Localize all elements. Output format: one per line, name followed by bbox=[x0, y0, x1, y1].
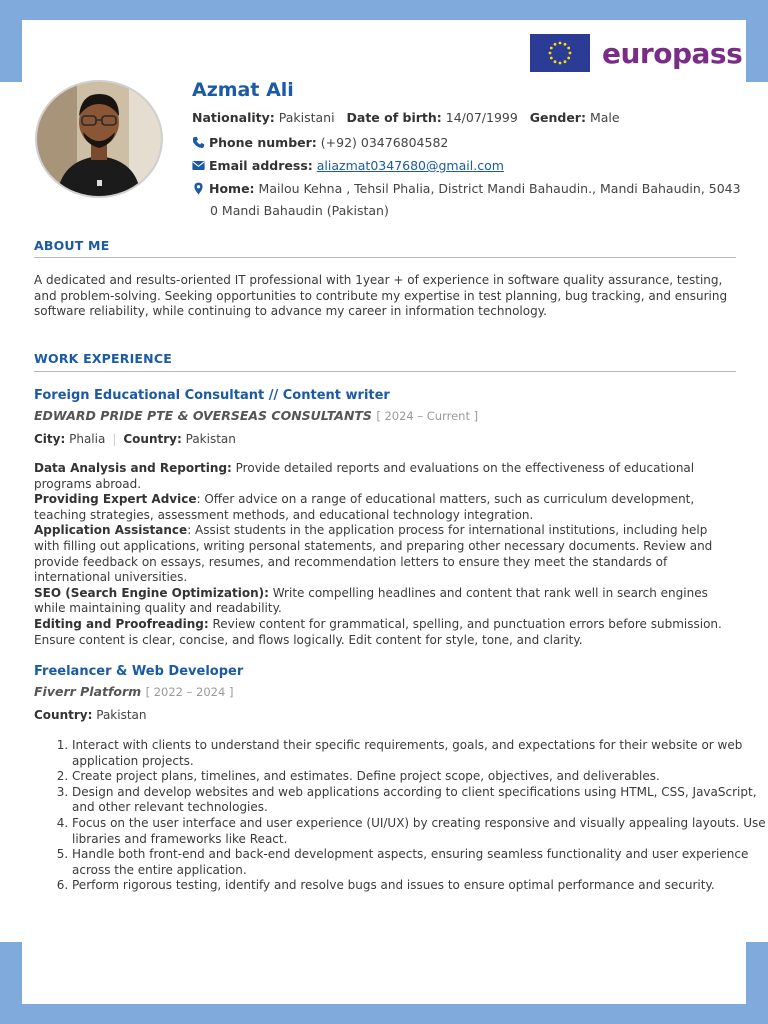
about-text: A dedicated and results-oriented IT professional with 1year + of experience in software quality assurance, testing, and problem-solving. Seeking opportunities to contribute my expertise in test planning, bug tracking, and ensuring software reliability, while continuing to advance my career in information technology. bbox=[34, 273, 728, 319]
duty-text: : Offer advice on a range of educational matters, such as curriculum development, teaching strategies, assessment methods, and educational technology integration. bbox=[34, 492, 695, 522]
left-frame-bar-top bbox=[0, 0, 22, 82]
phone-line bbox=[192, 135, 448, 150]
list-item: 6. Perform rigorous testing, identify and resolve bugs and issues to ensure optimal performance and security. bbox=[72, 878, 768, 894]
home-label: Home: bbox=[209, 181, 255, 196]
list-item: 3. Design and develop websites and web applications according to client specifications using HTML, CSS, JavaScript, and other relevant technologies. bbox=[72, 785, 768, 816]
employer-2 bbox=[34, 684, 233, 699]
list-item: 4. Focus on the user interface and user experience (UI/UX) by creating responsive and visually appealing layouts. Use libraries and frameworks like React. bbox=[72, 816, 768, 847]
duty-label: Editing and Proofreading: bbox=[34, 616, 209, 631]
duty-text: Review content for grammatical, spelling, and punctuation errors before submission. Ensure content is clear, concise, and flows logically. Edit content for style, tone, and clarity. bbox=[34, 616, 722, 647]
nationality-value: Pakistani bbox=[278, 110, 335, 125]
country-value-2: Pakistan bbox=[96, 708, 147, 722]
list-item: 1. Interact with clients to understand their specific requirements, goals, and expectations for their website or web application projects. bbox=[72, 738, 768, 769]
city-label: City: bbox=[34, 432, 66, 446]
job-title-2: Freelancer & Web Developer bbox=[34, 664, 244, 679]
phone-icon bbox=[192, 136, 205, 149]
home-line bbox=[192, 181, 741, 196]
work-divider bbox=[34, 371, 736, 372]
person-name: Azmat Ali bbox=[192, 79, 294, 101]
phone-value: (+92) 03476804582 bbox=[320, 135, 449, 150]
employer-name-2: Fiverr Platform bbox=[34, 684, 142, 699]
duty-label: SEO (Search Engine Optimization): bbox=[34, 585, 269, 600]
job-location-2 bbox=[34, 708, 147, 722]
city-value: Phalia bbox=[69, 432, 106, 446]
duty-label: Data Analysis and Reporting: bbox=[34, 461, 232, 475]
duty-label: Application Assistance bbox=[34, 523, 188, 538]
gender-value: Male bbox=[589, 110, 620, 125]
duty-item bbox=[34, 492, 736, 523]
eu-flag-icon bbox=[530, 34, 590, 72]
about-section-title: ABOUT ME bbox=[34, 238, 110, 253]
job-location-1 bbox=[34, 432, 236, 446]
job-duties-1 bbox=[34, 461, 736, 648]
envelope-icon bbox=[192, 159, 205, 172]
right-frame-bar-top bbox=[746, 0, 768, 82]
duty-item bbox=[34, 617, 736, 648]
job-title-1: Foreign Educational Consultant // Content writer bbox=[34, 388, 390, 403]
about-divider bbox=[34, 257, 736, 258]
dob-label: Date of birth: bbox=[346, 110, 442, 125]
separator: | bbox=[112, 432, 117, 446]
dob-value: 14/07/1999 bbox=[445, 110, 518, 125]
home-address-line2: 0 Mandi Bahaudin (Pakistan) bbox=[210, 203, 389, 218]
duty-item bbox=[34, 523, 736, 585]
duty-text: Write compelling headlines and content that rank well in search engines while maintaining quality and readability. bbox=[34, 585, 708, 616]
email-label: Email address: bbox=[209, 158, 313, 173]
employer-name-1: EDWARD PRIDE PTE & OVERSEAS CONSULTANTS bbox=[34, 408, 372, 423]
duty-item bbox=[34, 586, 736, 617]
employer-1 bbox=[34, 408, 478, 423]
europass-wordmark: europass bbox=[602, 36, 743, 70]
home-address-line1: Mailou Kehna , Tehsil Phalia, District Mandi Bahaudin., Mandi Bahaudin, 5043 bbox=[258, 181, 741, 196]
bottom-frame-bar bbox=[0, 1004, 768, 1024]
country-value-1: Pakistan bbox=[185, 432, 236, 446]
avatar bbox=[35, 80, 163, 198]
nationality-label: Nationality: bbox=[192, 110, 275, 125]
work-section-title: WORK EXPERIENCE bbox=[34, 351, 172, 366]
duty-item bbox=[34, 461, 736, 492]
personal-details-line bbox=[192, 110, 620, 125]
duty-label: Providing Expert Advice bbox=[34, 492, 197, 507]
gender-label: Gender: bbox=[529, 110, 586, 125]
duty-text: Provide detailed reports and evaluations on the effectiveness of educational programs abroad. bbox=[34, 461, 695, 491]
list-item: 5. Handle both front-end and back-end development aspects, ensuring seamless functionality and user experience across the entire application. bbox=[72, 847, 768, 878]
country-label-2: Country: bbox=[34, 708, 93, 722]
email-line bbox=[192, 158, 504, 173]
top-frame-bar bbox=[0, 0, 768, 20]
location-pin-icon bbox=[192, 182, 205, 195]
duty-text: : Assist students in the application process for international institutions, including help with filling out applications, writing personal statements, and preparing other necessary documents. Review and provide feedback on essays, resumes, and recommendation letters to ensure they meet the standards of international universities. bbox=[34, 523, 713, 585]
job-dates-1: [ 2024 – Current ] bbox=[376, 409, 479, 423]
job-duties-2 bbox=[34, 738, 768, 894]
country-label-1: Country: bbox=[123, 432, 182, 446]
europass-logo bbox=[530, 34, 742, 72]
job-dates-2: [ 2022 – 2024 ] bbox=[145, 685, 234, 699]
list-item: 2. Create project plans, timelines, and estimates. Define project scope, objectives, and deliverables. bbox=[72, 769, 768, 785]
phone-label: Phone number: bbox=[209, 135, 317, 150]
email-link[interactable]: aliazmat0347680@gmail.com bbox=[316, 158, 504, 173]
